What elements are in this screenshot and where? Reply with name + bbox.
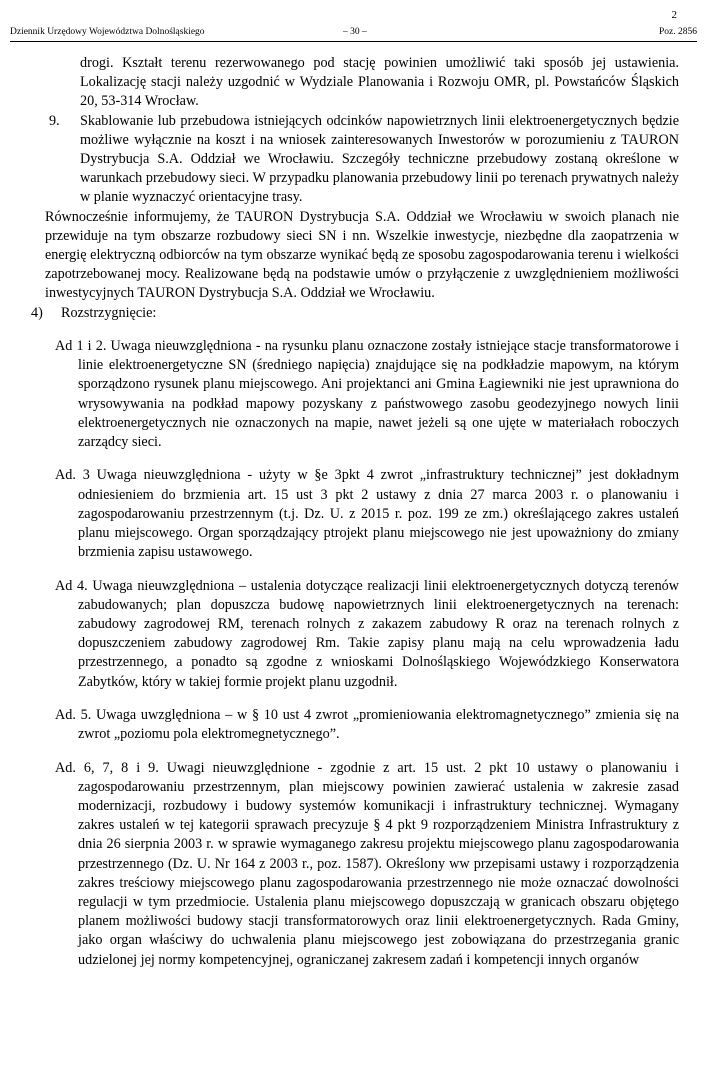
journal-title: Dziennik Urzędowy Województwa Dolnośląskiego [10,27,205,37]
position-number: Poz. 2856 [659,27,697,37]
ad-5: Ad. 5. Uwaga uwzględniona – w § 10 ust 4 zwrot „promieniowania elektromagnetycznego” zmienia się na zwrot „poziomu pola elektromegnetycznego”. [55,707,679,743]
header-page-number: – 30 – [343,27,367,37]
section-4-heading [31,304,707,323]
info-paragraph: Równocześnie informujemy, że TAURON Dystrybucja S.A. Oddział we Wrocławiu w swoich planach nie przewiduje na tym obszarze rozbudowy sieci SN i nn. Wszelkie inwestycje, niezbędne dla zaopatrzenia w energię elektryczną odbiorców na tym obszarze wynikać będą ze sposobu zagospodarowania terenu i wielkości zapotrzebowanej mocy. Realizowane będą na podstawie umów o przyłączenie z uwzględnieniem możliwości inwestycyjnych TAURON Dystrybucja S.A. Oddział we Wrocławiu. [45,208,679,302]
item-text: Skablowanie lub przebudowa istniejących odcinków napowietrznych linii elektroenergetycznych będzie możliwe wyłącznie na koszt i na wniosek zainteresowanych Inwestorów w porozumieniu z TAURON Dystrybucja S.A. Oddział we Wrocławiu. Szczegóły techniczne przebudowy zostaną określone w warunkach przebudowy sieci. W przypadku planowania przebudowy linii po terenach prywatnych należy w planie wyznaczyć orientacyjne trasy. [80,112,679,206]
page-number: 2 [671,9,677,21]
section-title: Rozstrzygnięcie: [61,304,157,321]
section-number: 4) [31,304,43,321]
continuation-paragraph: drogi. Kształt terenu rezerwowanego pod stację powinien umożliwić taki sposób jej ustawienia. Lokalizację stacji należy uzgodnić w Wydziale Planowania i Rozwoju OMR, pl. Powstańców Śląskich 20, 53-314 Wrocław. [80,55,679,110]
ad-1-2: Ad 1 i 2. Uwaga nieuwzględniona - na rysunku planu oznaczone zostały istniejące stacje transformatorowe i linie elektroenergetyczne SN (średniego napięcia) znajdujące się na podkładzie mapowym, na którym sporządzono rysunek planu miejscowego. Ani projektanci ani Gmina Łagiewniki nie jest uprawniona do wrysowywania na podkład mapowy pozyskany z państwowego zasobu geodezyjnego nowych linii elektroenergetycznych nie oznaczonych na mapie, nawet jeżeli są one ujęte w materiałach roboczych zarządcy sieci. [55,338,679,451]
list-item-9 [49,112,679,208]
ad-6-9: Ad. 6, 7, 8 i 9. Uwagi nieuwzględnione - zgodnie z art. 15 ust. 2 pkt 10 ustawy o planowaniu i zagospodarowaniu przestrzennym, plan miejscowy powinien zawierać ustalenia w zakresie zasad modernizacji, rozbudowy i budowy systemów komunikacji i infrastruktury technicznej. Wymagany zakres ustaleń w tej kategorii sprawach precyzuje § 4 pkt 9 rozporządzeniem Ministra Infrastruktury z dnia 26 sierpnia 2003 r. w sprawie wymaganego zakresu projektu miejscowego planu zagospodarowania przestrzennego (Dz. U. Nr 164 z 2003 r., poz. 1587). Określony ww przepisami ustawy i rozporządzenia zakres treściowy miejscowego planu zagospodarowania przestrzennego nie może oznaczać dowolności regulacji w tym przedmiocie. Ustalenia planu miejscowego dopuszczają w granicach obszaru objętego planem możliwości budowy stacji transformatorowych oraz linii elektroenergetycznych. Rada Gminy, jako organ właściwy do uchwalenia planu miejscowego jest zobowiązana do przestrzegania granic udzielonej jej normy kompetencyjnej, ograniczanej zakresem zadań i kompetencji innych organów [55,759,679,968]
ad-4: Ad 4. Uwaga nieuwzględniona – ustalenia dotyczące realizacji linii elektroenergetycznych dotyczą terenów zabudowanych; plan dopuszcza budowę napowietrznych linii elektroenergetycznych na terenach: zabudowy zagrodowej RM, terenach rolnych z zakazem zabudowy R oraz na terenach rolnych z dopuszczeniem zabudowy zagrodowej Rm. Takie zapisy planu mają na celu wprowadzenia ładu przestrzennego, a ponadto są zgodne z wnioskami Dolnośląskiego Wojewódzkiego Konserwatora Zabytków, który w takiej formie projekt planu uzgodnił. [55,577,679,690]
running-header [10,27,697,42]
ad-3: Ad. 3 Uwaga nieuwzględniona - użyty w §e 3pkt 4 zwrot „infrastruktury technicznej” jest dokładnym odniesieniem do brzmienia art. 15 ust 3 pkt 2 ustawy z dnia 27 marca 2003 r. o planowaniu i zagospodarowaniu przestrzennym (t.j. Dz. U. z 2015 r. poz. 199 ze zm.) określającego zakres ustaleń planu miejscowego. Organ sporządzający ptrojekt planu miejscowego nie jest upoważniony do zmiany brzmienia zapisu ustawowego. [55,467,679,561]
page-body [0,54,707,984]
item-number: 9. [49,112,60,129]
